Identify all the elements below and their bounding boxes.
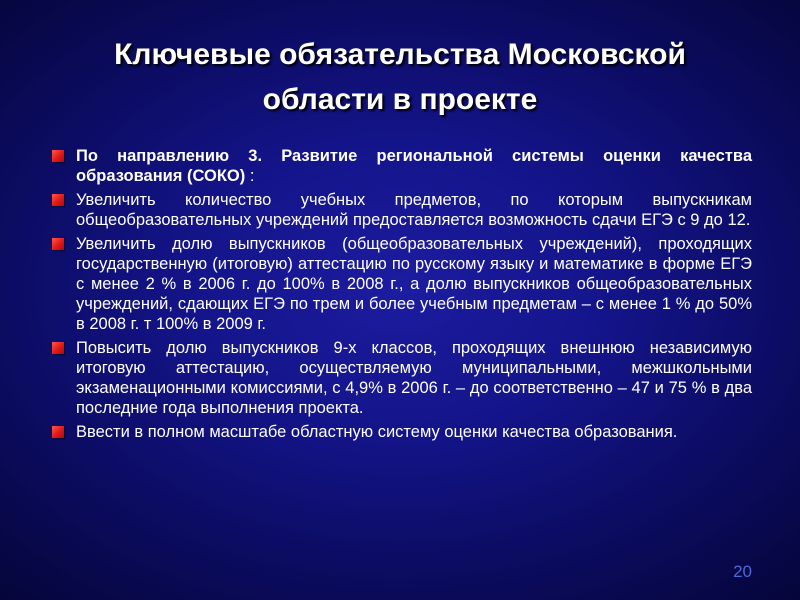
red-square-bullet-icon xyxy=(52,150,64,162)
bullet-text: Ввести в полном масштабе областную систему оценки качества образования. xyxy=(76,423,678,441)
slide-title-line-2: области в проекте xyxy=(262,83,538,116)
bullet-item-graduates-share xyxy=(52,234,752,334)
slide-title xyxy=(20,32,780,122)
bullet-text: Увеличить долю выпускников (общеобразовательных учреждений), проходящих государственную (итоговую) аттестацию по русскому языку и математике в форме ЕГЭ с менее 2 % в 2006 г. до 100% в 2008 г., а долю выпускников общеобразовательных учреждений, сдающих ЕГЭ по трем и более учебным предметам – с менее 1 % до 50% в 2008 г. т 100% в 2009 г. xyxy=(76,235,752,333)
bullet-text-suffix: : xyxy=(245,167,255,185)
bullet-text: Увеличить количество учебных предметов, по которым выпускникам общеобразовательных учреждений предоставляется возможность сдачи ЕГЭ с 9 до 12. xyxy=(76,191,752,229)
bullet-item-grade9 xyxy=(52,338,752,418)
bullet-list xyxy=(52,146,752,446)
red-square-bullet-icon xyxy=(52,426,64,438)
bullet-item-direction xyxy=(52,146,752,186)
bullet-text-bold: По направлению 3. Развитие региональной системы оценки качества образования (СОКО) xyxy=(76,147,752,185)
bullet-item-subjects xyxy=(52,190,752,230)
page-number: 20 xyxy=(733,562,752,581)
bullet-text: Повысить долю выпускников 9-х классов, проходящих внешнюю независимую итоговую аттестацию, осуществляемую муниципальными, межшкольными экзаменационными комиссиями, с 4,9% в 2006 г. – до соответственно – 47 и 75 % в два последние года выполнения проекта. xyxy=(76,339,752,417)
slide-title-line-1: Ключевые обязательства Московской xyxy=(114,38,686,71)
red-square-bullet-icon xyxy=(52,238,64,250)
red-square-bullet-icon xyxy=(52,342,64,354)
bullet-item-regional-system xyxy=(52,422,752,442)
red-square-bullet-icon xyxy=(52,194,64,206)
